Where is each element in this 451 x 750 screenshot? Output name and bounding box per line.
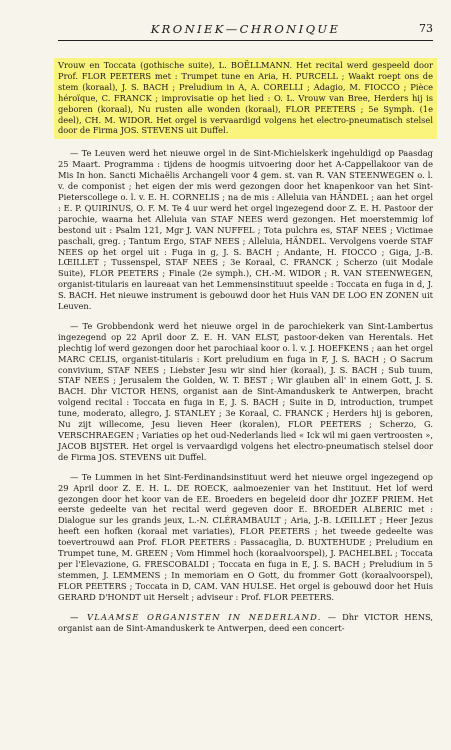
highlighted-passage (54, 58, 437, 139)
paragraph-vlaamse-organisten (58, 612, 433, 634)
section-text: — Dhr VICTOR HENS, organist aan de Sint-Amanduskerk te Antwerpen, deed een concert- (58, 611, 433, 633)
running-header (58, 22, 433, 41)
page-number: 73 (419, 22, 433, 35)
article-body (58, 58, 433, 642)
paragraph-leuven: — Te Leuven werd het nieuwe orgel in de Sint-Michielskerk ingehuldigd op Paasdag 25 Maart. Programma : tijdens de hoogmis uitvoering door het A-Cappellakoor van de Mis In hon. Sancti Michaëlis Archangeli voor 4 gem. st. van R. VAN STEENWEGEN o. l. v. de componist ; het eigen der mis werd gezongen door het knapenkoor van het Sint-Pieterscollege o. l. v. E. H. CORNELIS ; na de mis : Alleluia van HÄNDEL ; aan het orgel : E. P. QUIRINUS, O. F. M. Te 4 uur werd het orgel ingezegend door Z. E. H. Pastoor der parochie, waarna het Alleluia van STAF NEES werd gezongen. Het moerstemmig lof bestond uit : Psalm 121, Mgr J. VAN NUFFEL ; Tota pulchra es, STAF NEES ; Victimae paschali, greg. ; Tantum Ergo, STAF NEES ; Alleluia, HÄNDEL. Vervolgens voerde STAF NEES op het orgel uit : Fuga in g, J. S. BACH ; Andante, H. FIOCCO ; Giga, J.-B. LŒILLET ; Tussenspel, STAF NEES ; 3e Koraal, C. FRANCK ; Scherzo (uit Modale Suite), FLOR PEETERS ; Finale (2e symph.), CH.-M. WIDOR ; R. VAN STEENWEGEN, organist-titularis en laureaat van het Lemmensinstituut speelde : Toccata en fuga in d, J. S. BACH. Het nieuwe instrument is gebouwd door het Huis VAN DE LOO EN ZONEN uit Leuven. (58, 148, 433, 312)
paragraph-recital-continuation: Vrouw en Toccata (gothische suite), L. BOËLLMANN. Het recital werd gespeeld door Prof. FLOR PEETERS met : Trumpet tune en Aria, H. PURCELL ; Waakt roept ons de stem (koraal), J. S. BACH ; Preludium in A, A. CORELLI ; Adagio, M. FIOCCO ; Pièce héroïque, C. FRANCK ; improvisatie op het lied : O. L. Vrouw van Bree, Herders hij is geboren (koraal), Nu rusten alle wonden (koraal), FLOR PEETERS ; 5e Symph. (1e deel), CH. M. WIDOR. Het orgel is vervaardigd volgens het electro-pneumatisch stelsel door de Firma JOS. STEVENS uit Duffel. (58, 60, 433, 136)
section-heading: — VLAAMSE ORGANISTEN IN NEDERLAND. (70, 611, 322, 622)
paragraph-grobbendonk: — Te Grobbendonk werd het nieuwe orgel in de parochiekerk van Sint-Lambertus ingezegend op 22 April door Z. E. H. VAN ELST, pastoor-deken van Herentals. Het plechtig lof werd gezongen door het parochiaal koor o. l. v. J. HOEFKENS ; aan het orgel MARC CELIS, organist-titularis : Kort preludium en fuga in F, J. S. BACH ; O Sacrum convivium, STAF NEES ; Liebster Jesu wir sind hier (koraal), J. S. BACH ; Sub tuum, STAF NEES ; Jerusalem the Golden, W. T. BEST ; Wir glauben all' in einem Gott, J. S. BACH. Dhr VICTOR HENS, organist aan de Sint-Amanduskerk te Antwerpen, bracht volgend recital : Toccata en fuga in E, J. S. BACH ; Suite in D, introduction, trumpet tune, moderato, allegro, J. STANLEY ; 3e Koraal, C. FRANCK ; Herders hij is geboren, Nu zijt willecome, Jesu lieven Heer (koralen), FLOR PEETERS ; Scherzo, G. VERSCHRAEGEN ; Variaties op het oud-Nederlands lied « Ick wil mi gaen vertroosten », JACOB BIJSTER. Het orgel is vervaardigd volgens het electro-pneumatisch stelsel door de Firma JOS. STEVENS uit Duffel. (58, 320, 433, 462)
running-title: KRONIEK—CHRONIQUE (150, 22, 341, 36)
paragraph-lummen: — Te Lummen in het Sint-Ferdinandsinstituut werd het nieuwe orgel ingezegend op 29 April door Z. E. H. L. DE ROECK, aalmoezenier van het Instituut. Het lof werd gezongen door het koor van de EE. Broeders en begeleid door dhr JOZEF PRIEM. Het eerste gedeelte van het recital werd gegeven door E. BROEDER ALBERIC met : Dialogue sur les grands jeux, L.-N. CLÉRAMBAULT ; Aria, J.-B. LŒILLET ; Heer Jezus heeft een hofken (koraal met variaties), FLOR PEETERS ; het tweede gedeelte was toevertrouwd aan Prof. FLOR PEETERS : Passacaglia, D. BUXTEHUDE ; Preludium en Trumpet tune, M. GREEN ; Vom Himmel hoch (koraalvoorspel), J. PACHELBEL ; Toccata per l'Elevazione, G. FRESCOBALDI ; Toccata en fuga in E, J. S. BACH ; Preludium in 5 stemmen, J. LEMMENS ; In memoriam en O Gott, du frommer Gott (koraalvoorspel), FLOR PEETERS ; Toccata in D, CAM. VAN HULSE. Het orgel is gebouwd door het Huis GERARD D'HONDT uit Herselt ; adviseur : Prof. FLOR PEETERS. (58, 471, 433, 602)
